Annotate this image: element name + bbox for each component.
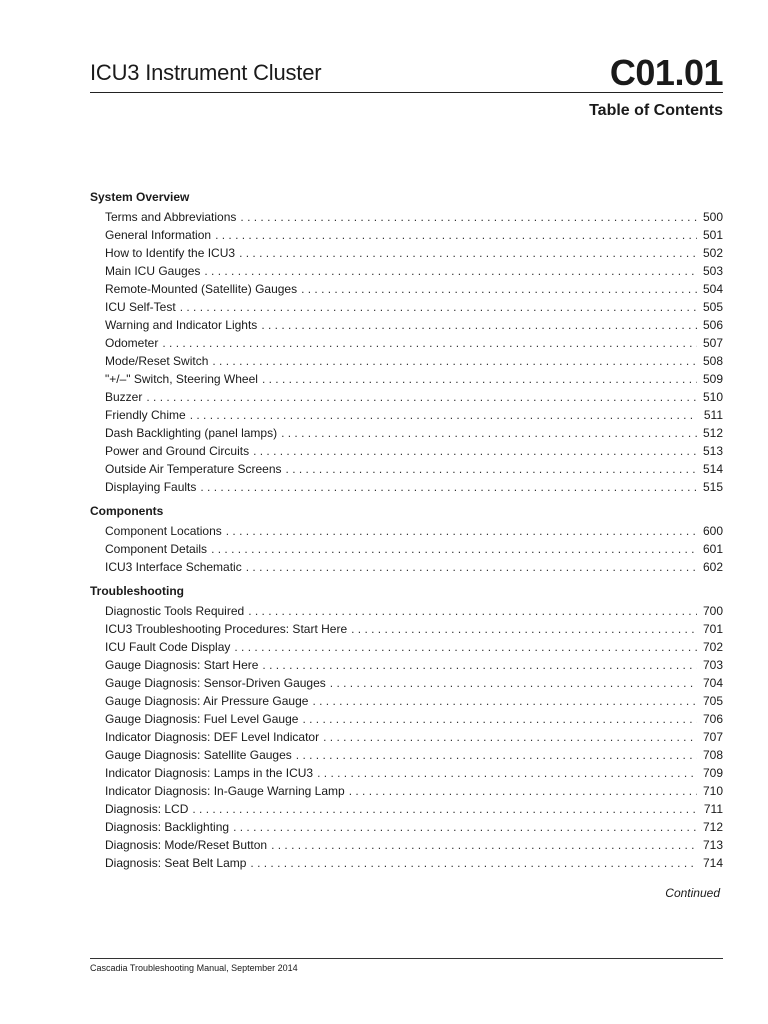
toc-entry-page-number: 714 (702, 856, 723, 870)
toc-entry-label: Diagnosis: Backlighting (105, 820, 230, 834)
toc-entry-page-number: 703 (702, 658, 723, 672)
dot-leader (253, 442, 697, 460)
dot-leader (200, 478, 697, 496)
toc-entry-label: Outside Air Temperature Screens (105, 462, 282, 476)
continued-note: Continued (665, 886, 720, 900)
dot-leader (351, 620, 697, 638)
toc-entry[interactable] (90, 746, 723, 764)
toc-entry-page-number: 505 (702, 300, 723, 314)
toc-entry-label: Indicator Diagnosis: Lamps in the ICU3 (105, 766, 314, 780)
toc-entry-label: Buzzer (105, 390, 143, 404)
toc-entry[interactable] (90, 442, 723, 460)
toc-entry-label: ICU3 Troubleshooting Procedures: Start Here (105, 622, 348, 636)
toc-entry[interactable] (90, 522, 723, 540)
toc-entry[interactable] (90, 764, 723, 782)
dot-leader (248, 602, 697, 620)
section-code: C01.01 (609, 52, 723, 93)
toc-entry[interactable] (90, 710, 723, 728)
toc-entry-page-number: 506 (702, 318, 723, 332)
toc-entry-label: Gauge Diagnosis: Satellite Gauges (105, 748, 292, 762)
dot-leader (323, 728, 697, 746)
toc-entry[interactable] (90, 620, 723, 638)
dot-leader (349, 782, 697, 800)
toc-entry[interactable] (90, 478, 723, 496)
toc-entry-label: Power and Ground Circuits (105, 444, 250, 458)
dot-leader (226, 522, 697, 540)
dot-leader (215, 226, 697, 244)
toc-entry[interactable] (90, 692, 723, 710)
toc-entry-page-number: 510 (702, 390, 723, 404)
toc-entry[interactable] (90, 836, 723, 854)
dot-leader (262, 656, 697, 674)
toc-entry[interactable] (90, 370, 723, 388)
toc-entry-page-number: 706 (702, 712, 723, 726)
header-divider (90, 92, 723, 93)
footer-divider (90, 958, 723, 959)
toc-entry[interactable] (90, 638, 723, 656)
toc-entry-label: Remote-Mounted (Satellite) Gauges (105, 282, 298, 296)
toc-entry-page-number: 512 (702, 426, 723, 440)
toc-entry-page-number: 513 (702, 444, 723, 458)
toc-entry[interactable] (90, 262, 723, 280)
toc-entry-label: Warning and Indicator Lights (105, 318, 258, 332)
toc-entry-page-number: 712 (702, 820, 723, 834)
toc-entry-label: Friendly Chime (105, 408, 186, 422)
toc-entry[interactable] (90, 854, 723, 872)
toc-entry-page-number: 708 (702, 748, 723, 762)
dot-leader (281, 424, 697, 442)
section-heading: System Overview (90, 190, 190, 204)
toc-entry-label: General Information (105, 228, 212, 242)
dot-leader (211, 540, 697, 558)
toc-entry[interactable] (90, 782, 723, 800)
toc-entry[interactable] (90, 352, 723, 370)
section-heading: Components (90, 504, 164, 518)
toc-entry-label: How to Identify the ICU3 (105, 246, 236, 260)
toc-entry-page-number: 713 (702, 838, 723, 852)
dot-leader (240, 208, 697, 226)
toc-entry-page-number: 701 (702, 622, 723, 636)
toc-entry-label: Indicator Diagnosis: DEF Level Indicator (105, 730, 320, 744)
toc-entry-label: Odometer (105, 336, 159, 350)
dot-leader (162, 334, 697, 352)
toc-section (90, 186, 723, 496)
toc-entry-label: ICU Fault Code Display (105, 640, 231, 654)
dot-leader (261, 316, 697, 334)
toc-entry-label: Main ICU Gauges (105, 264, 201, 278)
toc-entry-label: Terms and Abbreviations (105, 210, 237, 224)
toc-entry-label: Diagnostic Tools Required (105, 604, 245, 618)
toc-entry[interactable] (90, 316, 723, 334)
toc-entry-page-number: 515 (702, 480, 723, 494)
toc-entry-page-number: 602 (702, 560, 723, 574)
toc-entry[interactable] (90, 226, 723, 244)
toc-entry-page-number: 503 (702, 264, 723, 278)
dot-leader (330, 674, 697, 692)
toc-entry[interactable] (90, 818, 723, 836)
dot-leader (234, 638, 697, 656)
toc-entry[interactable] (90, 602, 723, 620)
toc-entry-label: Diagnosis: Seat Belt Lamp (105, 856, 247, 870)
toc-entry-label: Gauge Diagnosis: Sensor-Driven Gauges (105, 676, 326, 690)
toc-entry[interactable] (90, 656, 723, 674)
toc-entry-page-number: 511 (703, 408, 723, 422)
toc-entry-label: "+/–" Switch, Steering Wheel (105, 372, 258, 386)
toc-entry-page-number: 504 (702, 282, 723, 296)
toc-entry-label: ICU3 Interface Schematic (105, 560, 242, 574)
toc-section (90, 580, 723, 872)
toc-entry-page-number: 709 (702, 766, 723, 780)
toc-entry-label: Gauge Diagnosis: Fuel Level Gauge (105, 712, 299, 726)
toc-entry[interactable] (90, 800, 723, 818)
toc-entry[interactable] (90, 208, 723, 226)
dot-leader (302, 710, 697, 728)
toc-entry[interactable] (90, 674, 723, 692)
dot-leader (212, 352, 697, 370)
toc-entry-page-number: 700 (702, 604, 723, 618)
toc-entry-page-number: 509 (702, 372, 723, 386)
toc-entry-label: Gauge Diagnosis: Air Pressure Gauge (105, 694, 309, 708)
toc-entry-page-number: 705 (702, 694, 723, 708)
dot-leader (271, 836, 697, 854)
toc-entry[interactable] (90, 540, 723, 558)
toc-entry[interactable] (90, 460, 723, 478)
toc-entry-label: Component Locations (105, 524, 222, 538)
dot-leader (312, 692, 697, 710)
dot-leader (262, 370, 697, 388)
dot-leader (239, 244, 697, 262)
toc-entry-label: Indicator Diagnosis: In-Gauge Warning Lamp (105, 784, 345, 798)
toc-entry-page-number: 710 (702, 784, 723, 798)
table-of-contents (90, 184, 723, 872)
toc-entry-label: Diagnosis: LCD (105, 802, 189, 816)
toc-entry-page-number: 507 (702, 336, 723, 350)
toc-entry-page-number: 704 (702, 676, 723, 690)
toc-entry-page-number: 501 (702, 228, 723, 242)
toc-entry-label: Gauge Diagnosis: Start Here (105, 658, 259, 672)
toc-entry[interactable] (90, 280, 723, 298)
dot-leader (296, 746, 697, 764)
toc-entry-label: ICU Self-Test (105, 300, 176, 314)
document-title: ICU3 Instrument Cluster (90, 60, 322, 85)
toc-entry[interactable] (90, 244, 723, 262)
toc-entry-label: Mode/Reset Switch (105, 354, 209, 368)
toc-entry-page-number: 600 (702, 524, 723, 538)
toc-entry[interactable] (90, 728, 723, 746)
dot-leader (146, 388, 697, 406)
dot-leader (317, 764, 697, 782)
dot-leader (286, 460, 697, 478)
toc-entry[interactable] (90, 424, 723, 442)
toc-entry[interactable] (90, 406, 723, 424)
toc-entry-page-number: 508 (702, 354, 723, 368)
toc-entry-page-number: 702 (702, 640, 723, 654)
toc-entry-page-number: 514 (702, 462, 723, 476)
toc-entry-page-number: 707 (702, 730, 723, 744)
toc-entry-label: Dash Backlighting (panel lamps) (105, 426, 278, 440)
section-heading: Troubleshooting (90, 584, 184, 598)
dot-leader (233, 818, 697, 836)
toc-heading: Table of Contents (589, 102, 723, 119)
toc-entry[interactable] (90, 334, 723, 352)
toc-entry[interactable] (90, 558, 723, 576)
footer-text: Cascadia Troubleshooting Manual, September 2014 (90, 963, 298, 973)
toc-section (90, 500, 723, 576)
dot-leader (301, 280, 697, 298)
toc-entry-label: Diagnosis: Mode/Reset Button (105, 838, 268, 852)
toc-entry-page-number: 601 (702, 542, 723, 556)
dot-leader (190, 406, 697, 424)
toc-entry-page-number: 502 (702, 246, 723, 260)
dot-leader (204, 262, 697, 280)
toc-entry-page-number: 500 (702, 210, 723, 224)
dot-leader (192, 800, 697, 818)
dot-leader (180, 298, 697, 316)
toc-entry-page-number: 711 (703, 802, 723, 816)
toc-entry-label: Displaying Faults (105, 480, 197, 494)
toc-entry[interactable] (90, 388, 723, 406)
toc-entry-label: Component Details (105, 542, 208, 556)
dot-leader (250, 854, 697, 872)
toc-entry[interactable] (90, 298, 723, 316)
dot-leader (246, 558, 697, 576)
